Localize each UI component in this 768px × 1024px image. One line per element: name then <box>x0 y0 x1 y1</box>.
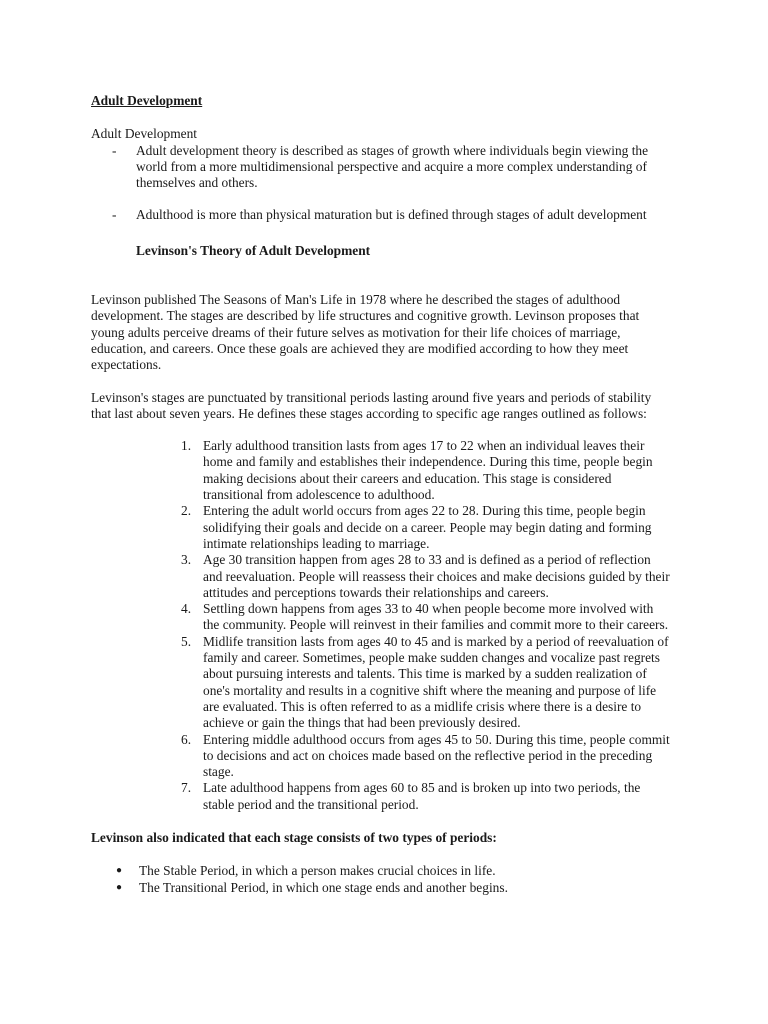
stage-text: Late adulthood happens from ages 60 to 85 and is broken up into two periods, the stable period and the transitional period. <box>203 780 641 812</box>
stage-item <box>91 438 671 503</box>
stage-number: 1. <box>181 438 192 454</box>
stage-number: 4. <box>181 601 192 617</box>
stage-item <box>91 732 671 781</box>
stage-number: 3. <box>181 552 192 568</box>
stage-number: 2. <box>181 503 192 519</box>
paragraph-intro: Levinson published The Seasons of Man's Life in 1978 where he described the stages of adulthood development. The stages are described by life structures and cognitive growth. Levinson proposes that young adults perceive dreams of their future selves as motivation for their life choices of marriage, education, and careers. Once these goals are achieved they are modified according to how they meet expectations. <box>91 292 640 373</box>
period-text: The Stable Period, in which a person makes crucial choices in life. <box>139 863 496 879</box>
stage-item <box>91 780 671 813</box>
dash-marker: - <box>112 207 117 223</box>
dash-item <box>91 143 671 192</box>
stage-text: Entering middle adulthood occurs from ages 45 to 50. During this time, people commit to decisions and act on choices made based on the reflective period in the preceding stage. <box>203 731 670 780</box>
paragraph-stages-intro: Levinson's stages are punctuated by transitional periods lasting around five years and periods of stability that last about seven years. He defines these stages according to specific age ranges outlined as follows: <box>91 389 652 421</box>
stage-item <box>91 601 671 634</box>
dash-item-text: Adulthood is more than physical maturation but is defined through stages of adult development <box>136 207 647 223</box>
periods-heading: Levinson also indicated that each stage consists of two types of periods: <box>91 829 497 845</box>
stage-text: Age 30 transition happen from ages 28 to 33 and is defined as a period of reflection and reevaluation. People will reassess their choices and make decisions guided by their attitudes and perceptions towards their relationships and careers. <box>203 552 670 600</box>
bullet-icon: ● <box>116 881 123 893</box>
document-page <box>91 93 671 896</box>
stage-text: Early adulthood transition lasts from ages 17 to 22 when an individual leaves their home and family and establishes their independence. During this time, people begin making decisions about their careers and education. This stage is considered transitional from adolescence to adulthood. <box>203 438 653 503</box>
stage-number: 6. <box>181 731 192 747</box>
dash-item <box>91 207 671 223</box>
stage-text: Entering the adult world occurs from ages 22 to 28. During this time, people begin solidifying their goals and decide on a career. People may begin dating and forming intimate relationships leading to marriage. <box>203 503 652 551</box>
stage-text: Midlife transition lasts from ages 40 to 45 and is marked by a period of reevaluation of family and career. Sometimes, people make sudden changes and vocalize past regrets about pursuing interests and talents. This time is marked by a sudden realization of one's mortality and results in a cognitive shift where the meaning and purpose of life are evaluated. This is often referred to as a midlife crisis where there is a desire to achieve or gain the things that had been previously desired. <box>203 633 669 731</box>
period-item <box>91 880 671 896</box>
stage-text: Settling down happens from ages 33 to 40 when people become more involved with the community. People will reinvest in their families and commit more to their careers. <box>203 601 669 633</box>
stage-item <box>91 503 671 552</box>
stage-item <box>91 552 671 601</box>
theory-heading: Levinson's Theory of Adult Development <box>136 242 371 258</box>
stage-number: 7. <box>181 780 192 796</box>
period-text: The Transitional Period, in which one stage ends and another begins. <box>139 879 508 895</box>
stages-list <box>91 438 671 813</box>
stage-number: 5. <box>181 633 192 649</box>
stage-item <box>91 634 671 732</box>
dash-item-text: Adult development theory is described as stages of growth where individuals begin viewing the world from a more multidimensional perspective and acquire a more complex understanding of themselves and others. <box>136 142 649 191</box>
bullet-icon: ● <box>116 865 123 877</box>
period-item <box>91 863 671 879</box>
dash-marker: - <box>112 142 117 158</box>
document-title: Adult Development <box>91 93 203 108</box>
section-subheading: Adult Development <box>91 126 197 142</box>
periods-list <box>91 863 671 896</box>
dash-list <box>91 143 671 224</box>
